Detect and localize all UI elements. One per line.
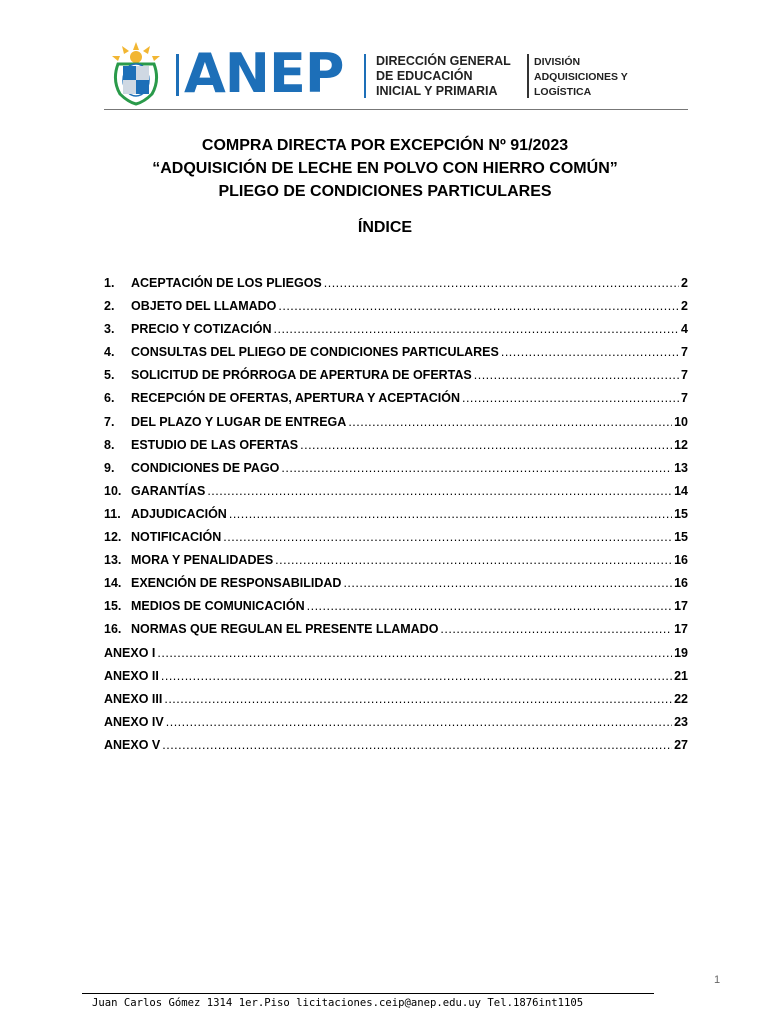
- toc-number: 5.: [104, 368, 115, 383]
- toc-text: ANEXO I: [104, 645, 156, 660]
- toc-entry[interactable]: [104, 415, 688, 438]
- toc-entry[interactable]: [104, 738, 688, 761]
- logo-bar: [176, 54, 179, 96]
- toc-leader: [440, 622, 672, 636]
- toc-page: 10: [674, 414, 688, 429]
- toc-text: ANEXO IV: [104, 714, 164, 729]
- table-of-contents: [104, 276, 688, 761]
- toc-text: NORMAS QUE REGULAN EL PRESENTE LLAMADO: [131, 622, 439, 637]
- logo-text: ANEP: [184, 42, 344, 105]
- toc-leader: [223, 530, 672, 544]
- org-line: DIRECCIÓN GENERAL: [376, 54, 511, 68]
- toc-number: 6.: [104, 391, 115, 406]
- toc-number: 9.: [104, 460, 115, 475]
- toc-entry[interactable]: [104, 692, 688, 715]
- toc-entry[interactable]: [104, 461, 688, 484]
- toc-leader: [343, 576, 672, 590]
- toc-entry[interactable]: [104, 599, 688, 622]
- toc-number: 14.: [104, 576, 122, 591]
- toc-leader: [161, 669, 672, 683]
- toc-page: 21: [674, 668, 688, 683]
- toc-entry[interactable]: [104, 322, 688, 345]
- toc-leader: [278, 299, 679, 313]
- header-rule: [104, 109, 688, 110]
- toc-page: 7: [681, 391, 688, 406]
- toc-page: 27: [674, 737, 688, 752]
- toc-page: 15: [674, 530, 688, 545]
- toc-entry[interactable]: [104, 715, 688, 738]
- toc-page: 2: [681, 299, 688, 314]
- toc-entry[interactable]: [104, 484, 688, 507]
- toc-text: SOLICITUD DE PRÓRROGA DE APERTURA DE OFERTAS: [131, 368, 472, 383]
- toc-entry[interactable]: [104, 576, 688, 599]
- toc-leader: [157, 646, 672, 660]
- toc-leader: [274, 322, 680, 336]
- toc-text: NOTIFICACIÓN: [131, 530, 222, 545]
- title-line: “ADQUISICIÓN DE LECHE EN POLVO CON HIERRO COMÚN”: [152, 160, 618, 177]
- org-name: [376, 54, 511, 99]
- toc-number: 11.: [104, 506, 121, 521]
- toc-page: 22: [674, 691, 688, 706]
- page-number: 1: [714, 974, 721, 986]
- index-heading: ÍNDICE: [357, 219, 413, 236]
- toc-text: MORA Y PENALIDADES: [131, 553, 274, 568]
- toc-leader: [474, 368, 679, 382]
- toc-page: 2: [681, 276, 688, 290]
- toc-text: DEL PLAZO Y LUGAR DE ENTREGA: [131, 414, 347, 429]
- toc-page: 4: [681, 322, 688, 337]
- toc-text: ADJUDICACIÓN: [131, 506, 227, 521]
- letterhead: [104, 40, 688, 110]
- toc-page: 7: [681, 345, 688, 360]
- division-line: DIVISIÓN: [534, 56, 581, 68]
- toc-text: ANEXO II: [104, 668, 159, 683]
- toc-page: 17: [674, 622, 688, 637]
- toc-entry[interactable]: [104, 669, 688, 692]
- toc-leader: [229, 507, 672, 521]
- toc-page: 13: [674, 460, 688, 475]
- toc-page: 16: [674, 576, 688, 591]
- toc-page: 16: [674, 553, 688, 568]
- toc-number: 1.: [104, 276, 115, 290]
- toc-text: ACEPTACIÓN DE LOS PLIEGOS: [131, 276, 322, 290]
- org-line: INICIAL Y PRIMARIA: [376, 84, 498, 98]
- coat-of-arms-icon: [104, 40, 168, 106]
- toc-leader: [162, 738, 672, 752]
- toc-text: ANEXO III: [104, 691, 163, 706]
- header-divider: [364, 54, 366, 98]
- toc-leader: [462, 391, 679, 405]
- division-name: [534, 55, 628, 100]
- toc-leader: [300, 438, 672, 452]
- toc-text: OBJETO DEL LLAMADO: [131, 299, 277, 314]
- toc-leader: [348, 415, 672, 429]
- toc-entry[interactable]: [104, 646, 688, 669]
- toc-number: 3.: [104, 322, 115, 337]
- toc-entry[interactable]: [104, 391, 688, 414]
- org-line: DE EDUCACIÓN: [376, 69, 473, 83]
- toc-entry[interactable]: [104, 438, 688, 461]
- toc-entry[interactable]: [104, 345, 688, 368]
- toc-page: 14: [674, 483, 688, 498]
- toc-number: 10.: [104, 483, 122, 498]
- toc-leader: [307, 599, 672, 613]
- toc-entry[interactable]: [104, 622, 688, 645]
- footer-rule: [82, 993, 654, 994]
- toc-number: 16.: [104, 622, 122, 637]
- toc-text: CONDICIONES DE PAGO: [131, 460, 280, 475]
- toc-text: PRECIO Y COTIZACIÓN: [131, 322, 272, 337]
- toc-text: ESTUDIO DE LAS OFERTAS: [131, 437, 299, 452]
- division-line: LOGÍSTICA: [534, 86, 592, 98]
- toc-number: 8.: [104, 437, 115, 452]
- header-divider: [527, 54, 529, 98]
- toc-leader: [501, 345, 679, 359]
- toc-text: EXENCIÓN DE RESPONSABILIDAD: [131, 576, 342, 591]
- toc-leader: [275, 553, 672, 567]
- toc-entry[interactable]: [104, 530, 688, 553]
- toc-number: 4.: [104, 345, 115, 360]
- toc-leader: [324, 276, 679, 290]
- toc-leader: [164, 692, 672, 706]
- toc-page: 12: [674, 437, 688, 452]
- toc-number: 15.: [104, 599, 122, 614]
- toc-number: 2.: [104, 299, 115, 314]
- toc-text: ANEXO V: [104, 737, 161, 752]
- footer-contact: Juan Carlos Gómez 1314 1er.Piso licitaciones.ceip@anep.edu.uy Tel.1876int1105: [92, 997, 584, 1009]
- document-title: [0, 134, 770, 203]
- toc-entry[interactable]: [104, 368, 688, 391]
- toc-page: 23: [674, 714, 688, 729]
- toc-entry[interactable]: [104, 507, 688, 530]
- division-line: ADQUISICIONES Y: [534, 71, 628, 83]
- toc-text: MEDIOS DE COMUNICACIÓN: [131, 599, 305, 614]
- toc-text: GARANTÍAS: [131, 483, 206, 498]
- toc-leader: [207, 484, 672, 498]
- toc-number: 13.: [104, 553, 122, 568]
- toc-page: 7: [681, 368, 688, 383]
- toc-number: 12.: [104, 530, 122, 545]
- title-line: PLIEGO DE CONDICIONES PARTICULARES: [218, 183, 552, 200]
- toc-page: 19: [674, 645, 688, 660]
- toc-leader: [166, 715, 672, 729]
- title-line: COMPRA DIRECTA POR EXCEPCIÓN Nº 91/2023: [201, 137, 569, 154]
- toc-entry[interactable]: [104, 276, 688, 299]
- toc-leader: [281, 461, 672, 475]
- toc-entry[interactable]: [104, 299, 688, 322]
- toc-page: 15: [674, 506, 688, 521]
- toc-entry[interactable]: [104, 553, 688, 576]
- toc-text: RECEPCIÓN DE OFERTAS, APERTURA Y ACEPTACIÓN: [131, 391, 460, 406]
- toc-number: 7.: [104, 414, 115, 429]
- toc-page: 17: [674, 599, 688, 614]
- toc-text: CONSULTAS DEL PLIEGO DE CONDICIONES PARTICULARES: [131, 345, 499, 360]
